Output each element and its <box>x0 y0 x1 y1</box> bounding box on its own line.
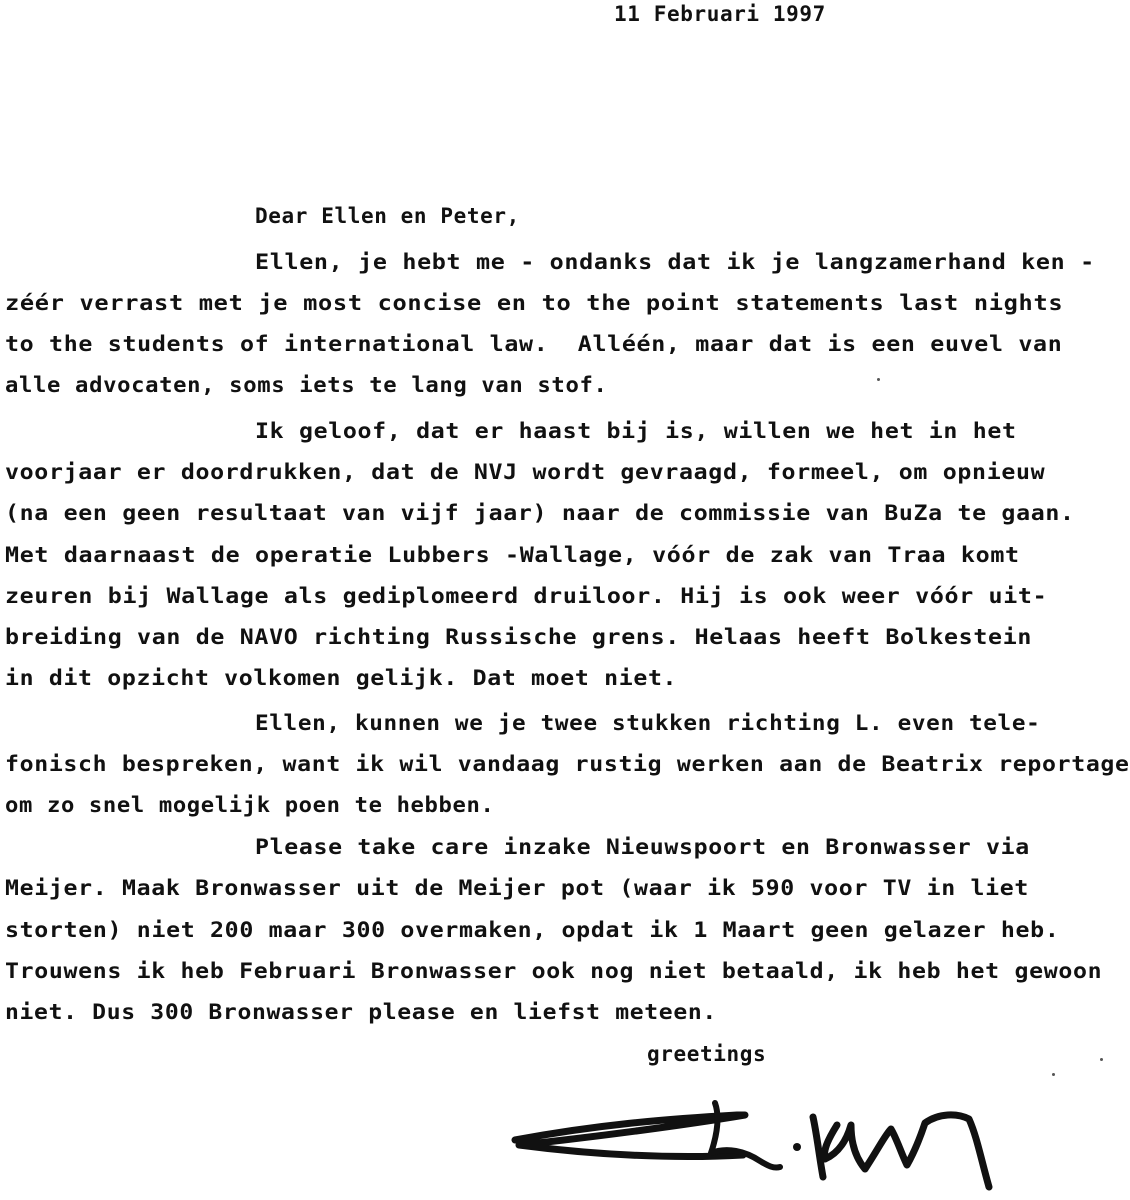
letter-line: Ellen, kunnen we je twee stukken richting L. even tele- <box>255 711 1041 735</box>
letter-line: in dit opzicht volkomen gelijk. Dat moet niet. <box>5 666 678 690</box>
letter-line: to the students of international law. Alléén, maar dat is een euvel van <box>5 332 1063 356</box>
letter-line: (na een geen resultaat van vijf jaar) naar de commissie van BuZa te gaan. <box>5 501 1075 525</box>
letter-line: Trouwens ik heb Februari Bronwasser ook nog niet betaald, ik heb het gewoon <box>5 959 1103 983</box>
letter-date: 11 Februari 1997 <box>614 2 826 26</box>
letter-line: Meijer. Maak Bronwasser uit de Meijer pot (waar ik 590 voor TV in liet <box>5 876 1029 900</box>
letter-line: storten) niet 200 maar 300 overmaken, opdat ik 1 Maart geen gelazer heb. <box>5 918 1060 942</box>
letter-line: voorjaar er doordrukken, dat de NVJ wordt gevraagd, formeel, om opnieuw <box>5 460 1046 484</box>
letter-line: alle advocaten, soms iets te lang van stof. <box>5 373 608 397</box>
letter-line: breiding van de NAVO richting Russische grens. Helaas heeft Bolkestein <box>5 625 1033 649</box>
scan-speck <box>1100 1058 1103 1061</box>
scan-speck <box>1052 1073 1055 1076</box>
letter-line: Ik geloof, dat er haast bij is, willen we het in het <box>255 419 1017 443</box>
letter-closing: greetings <box>647 1042 767 1066</box>
letter-line: Met daarnaast de operatie Lubbers -Wallage, vóór de zak van Traa komt <box>5 543 1020 567</box>
letter-line: Please take care inzake Nieuwspoort en Bronwasser via <box>255 835 1030 859</box>
letter-salutation: Dear Ellen en Peter, <box>255 204 520 228</box>
letter-line: Ellen, je hebt me - ondanks dat ik je langzamerhand ken - <box>255 250 1095 274</box>
scan-speck <box>877 378 880 381</box>
signature-image <box>505 1095 1005 1195</box>
letter-line: fonisch bespreken, want ik wil vandaag rustig werken aan de Beatrix reportage <box>5 752 1130 776</box>
letter-line: zeuren bij Wallage als gediplomeerd druiloor. Hij is ook weer vóór uit- <box>5 584 1048 608</box>
letter-line: zéér verrast met je most concise en to the point statements last nights <box>5 291 1064 315</box>
letter-line: niet. Dus 300 Bronwasser please en liefst meteen. <box>5 1000 717 1024</box>
letter-line: om zo snel mogelijk poen te hebben. <box>5 793 495 817</box>
